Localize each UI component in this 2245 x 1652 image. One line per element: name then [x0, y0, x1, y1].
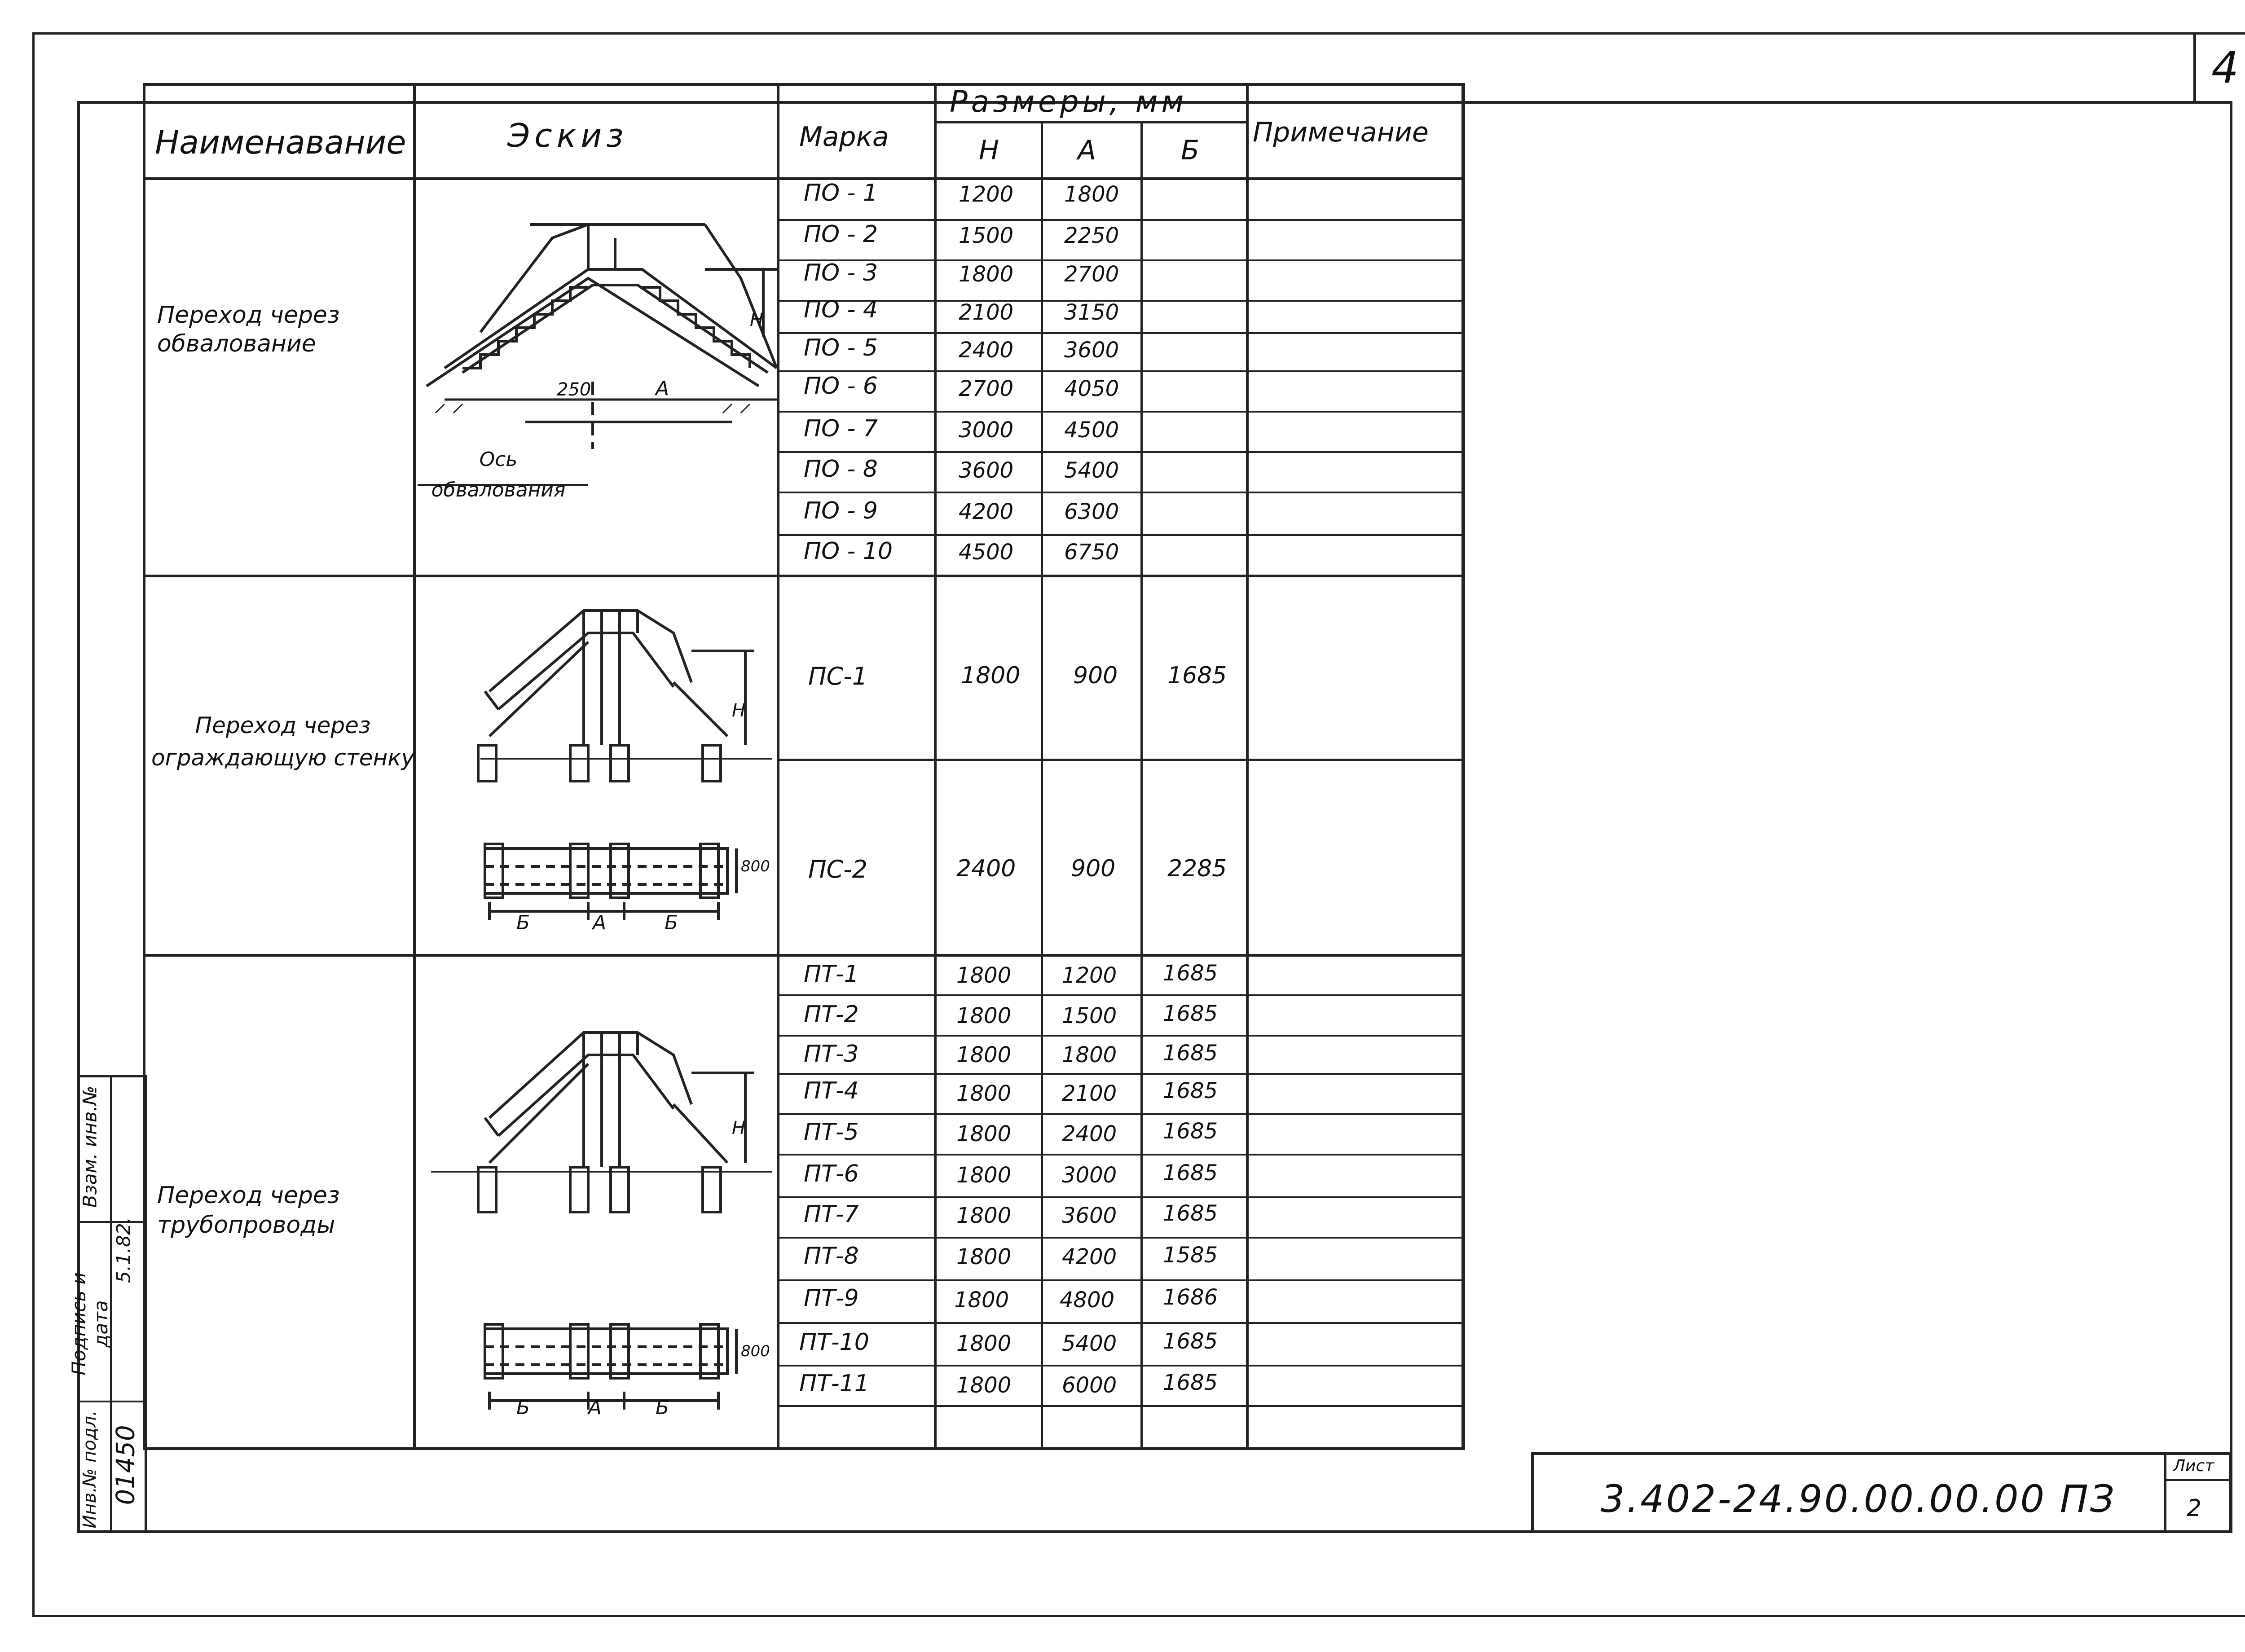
cell-h: 1500	[959, 223, 1014, 248]
cell-b: 1585	[1163, 1243, 1218, 1268]
cell-h: 1800	[959, 262, 1014, 287]
cell-h: 2400	[956, 855, 1016, 882]
cell-b: 2285	[1167, 855, 1227, 882]
col-line-note-end	[1461, 83, 1464, 1450]
cell-h: 3000	[959, 417, 1014, 443]
cell-mark: ПТ-7	[804, 1201, 859, 1228]
header-dim-subline	[934, 121, 1248, 123]
sketch-po-axis-label: Ось обвалования	[431, 448, 566, 501]
cell-h: 1800	[956, 1163, 1012, 1188]
cell-mark: ПО - 9	[804, 497, 878, 524]
cell-h: 1800	[954, 1287, 1009, 1313]
sketch-pt-dimB1: Б	[516, 1396, 530, 1419]
header-name: Наименавание	[155, 123, 406, 161]
stamp-inv-podl-label: Инв.№ подл.	[79, 1410, 100, 1529]
sketch-pt-dimB2: Б	[656, 1396, 669, 1419]
cell-b: 1685	[1163, 1370, 1218, 1395]
sketch-pt-dimH: Н	[732, 1118, 746, 1138]
cell-a: 3000	[1062, 1163, 1117, 1188]
sketch-po-dimH: Н	[750, 310, 764, 330]
cell-b: 1685	[1163, 1119, 1218, 1144]
cell-h: 3600	[959, 458, 1014, 483]
header-dimensions: Размеры, мм	[950, 84, 1188, 119]
sketch-ps-dimB1: Б	[516, 911, 530, 934]
cell-b: 1685	[1163, 1041, 1218, 1066]
cell-mark: ПО - 1	[804, 180, 878, 206]
cell-mark: ПТ-5	[804, 1119, 859, 1146]
cell-b: 1685	[1163, 1001, 1218, 1026]
cell-mark: ПО - 3	[804, 259, 878, 286]
cell-h: 1800	[956, 1081, 1012, 1106]
cell-b: 1685	[1163, 1201, 1218, 1226]
cell-mark: ПО - 7	[804, 415, 878, 442]
sketch-ps-dimH: Н	[732, 700, 746, 721]
cell-mark: ПТ-9	[804, 1285, 859, 1312]
cell-h: 1800	[956, 1042, 1012, 1068]
sketch-pt-pipes	[422, 1015, 777, 1419]
cell-mark: ПТ-11	[799, 1370, 869, 1397]
cell-mark: ПТ-4	[804, 1077, 859, 1104]
col-line-h	[1041, 121, 1043, 1450]
sketch-ps-dim800: 800	[741, 857, 770, 875]
cell-h: 2100	[959, 300, 1014, 325]
cell-a: 4800	[1060, 1287, 1115, 1313]
cell-a: 900	[1073, 662, 1118, 689]
cell-a: 2400	[1062, 1121, 1117, 1147]
cell-b: 1685	[1167, 662, 1227, 689]
cell-a: 6300	[1064, 499, 1119, 524]
cell-a: 5400	[1064, 458, 1119, 483]
header-sketch: Эскиз	[507, 117, 628, 154]
header-dim-h: Н	[979, 135, 999, 166]
stamp-podpis-label: Подпись и дата	[68, 1272, 112, 1375]
cell-a: 1800	[1064, 182, 1119, 207]
cell-a: 2100	[1062, 1081, 1117, 1106]
stamp-vzam-label: Взам. инв.№	[79, 1085, 101, 1208]
sketch-ps-dimB2: Б	[665, 911, 678, 934]
sketch-po-dim250: 250	[557, 379, 591, 400]
cell-a: 4050	[1064, 376, 1119, 401]
header-dim-a: А	[1078, 135, 1096, 166]
section-name-pt: Переход через трубопроводы	[157, 1182, 340, 1239]
document-code: 3.402-24.90.00.00.00 ПЗ	[1601, 1477, 2116, 1521]
cell-a: 1500	[1062, 1003, 1117, 1028]
cell-h: 1800	[956, 1203, 1012, 1228]
section-sep-2	[143, 954, 1465, 957]
cell-a: 4500	[1064, 417, 1119, 443]
cell-a: 1200	[1062, 963, 1117, 988]
section-sep-1	[143, 575, 1465, 577]
cell-h: 1800	[956, 1244, 1012, 1270]
cell-b: 1685	[1163, 1078, 1218, 1103]
cell-h: 1800	[956, 1331, 1012, 1356]
cell-mark: ПТ-6	[804, 1160, 859, 1187]
cell-h: 1800	[956, 1373, 1012, 1398]
cell-mark: ПО - 10	[804, 538, 893, 565]
cell-h: 1800	[956, 1121, 1012, 1147]
ps-row-sep	[777, 759, 1464, 761]
cell-a: 3600	[1062, 1203, 1117, 1228]
stamp-podpis-value: 5.1.82.	[112, 1217, 135, 1283]
cell-h: 4500	[959, 540, 1014, 565]
cell-b: 1686	[1163, 1285, 1218, 1310]
header-note: Примечание	[1253, 117, 1429, 148]
sketch-po-dimA: А	[656, 377, 669, 400]
cell-a: 2250	[1064, 223, 1119, 248]
section-name-po: Переход через обвалование	[157, 302, 340, 357]
cell-h: 4200	[959, 499, 1014, 524]
cell-h: 1800	[961, 662, 1021, 689]
cell-mark: ПО - 8	[804, 456, 878, 483]
cell-b: 1685	[1163, 961, 1218, 986]
col-line-mark	[934, 83, 937, 1450]
stamp-inv-podl-value: 01450	[111, 1425, 141, 1505]
section-name-ps: Переход через ограждающую стенку	[151, 712, 415, 771]
cell-a: 1800	[1062, 1042, 1117, 1068]
sketch-ps-dimA: А	[593, 911, 607, 934]
sheet-number: 2	[2187, 1495, 2202, 1522]
cell-a: 3600	[1064, 338, 1119, 363]
cell-mark: ПТ-3	[804, 1041, 859, 1068]
page-corner-number: 4	[2211, 43, 2239, 93]
cell-b: 1685	[1163, 1160, 1218, 1186]
col-line-a	[1140, 121, 1143, 1450]
cell-a: 4200	[1062, 1244, 1117, 1270]
header-dim-b: Б	[1181, 135, 1200, 166]
cell-mark: ПС-1	[808, 662, 868, 690]
cell-mark: ПС-2	[808, 855, 868, 883]
cell-mark: ПО - 5	[804, 334, 878, 361]
cell-mark: ПО - 2	[804, 221, 878, 248]
header-mark: Марка	[799, 121, 889, 153]
cell-a: 6750	[1064, 540, 1119, 565]
cell-h: 1800	[956, 1003, 1012, 1028]
cell-h: 1800	[956, 963, 1012, 988]
col-line-sketch	[777, 83, 779, 1450]
cell-a: 900	[1071, 855, 1116, 882]
cell-h: 2700	[959, 376, 1014, 401]
cell-a: 3150	[1064, 300, 1119, 325]
cell-h: 2400	[959, 338, 1014, 363]
cell-mark: ПТ-10	[799, 1329, 869, 1356]
sketch-pt-dim800: 800	[741, 1342, 770, 1360]
cell-mark: ПТ-2	[804, 1001, 859, 1028]
sheet-label: Лист	[2173, 1457, 2214, 1475]
sketch-ps-wall	[422, 597, 777, 956]
col-line-b	[1246, 83, 1249, 1450]
cell-a: 6000	[1062, 1373, 1117, 1398]
sketch-pt-dimA: А	[588, 1396, 602, 1419]
corner-box-v	[2193, 32, 2196, 102]
cell-a: 2700	[1064, 262, 1119, 287]
cell-a: 5400	[1062, 1331, 1117, 1356]
cell-mark: ПО - 4	[804, 296, 878, 323]
cell-b: 1685	[1163, 1329, 1218, 1354]
cell-mark: ПО - 6	[804, 373, 878, 400]
cell-mark: ПТ-1	[804, 961, 859, 988]
cell-h: 1200	[959, 182, 1014, 207]
cell-mark: ПТ-8	[804, 1243, 859, 1270]
